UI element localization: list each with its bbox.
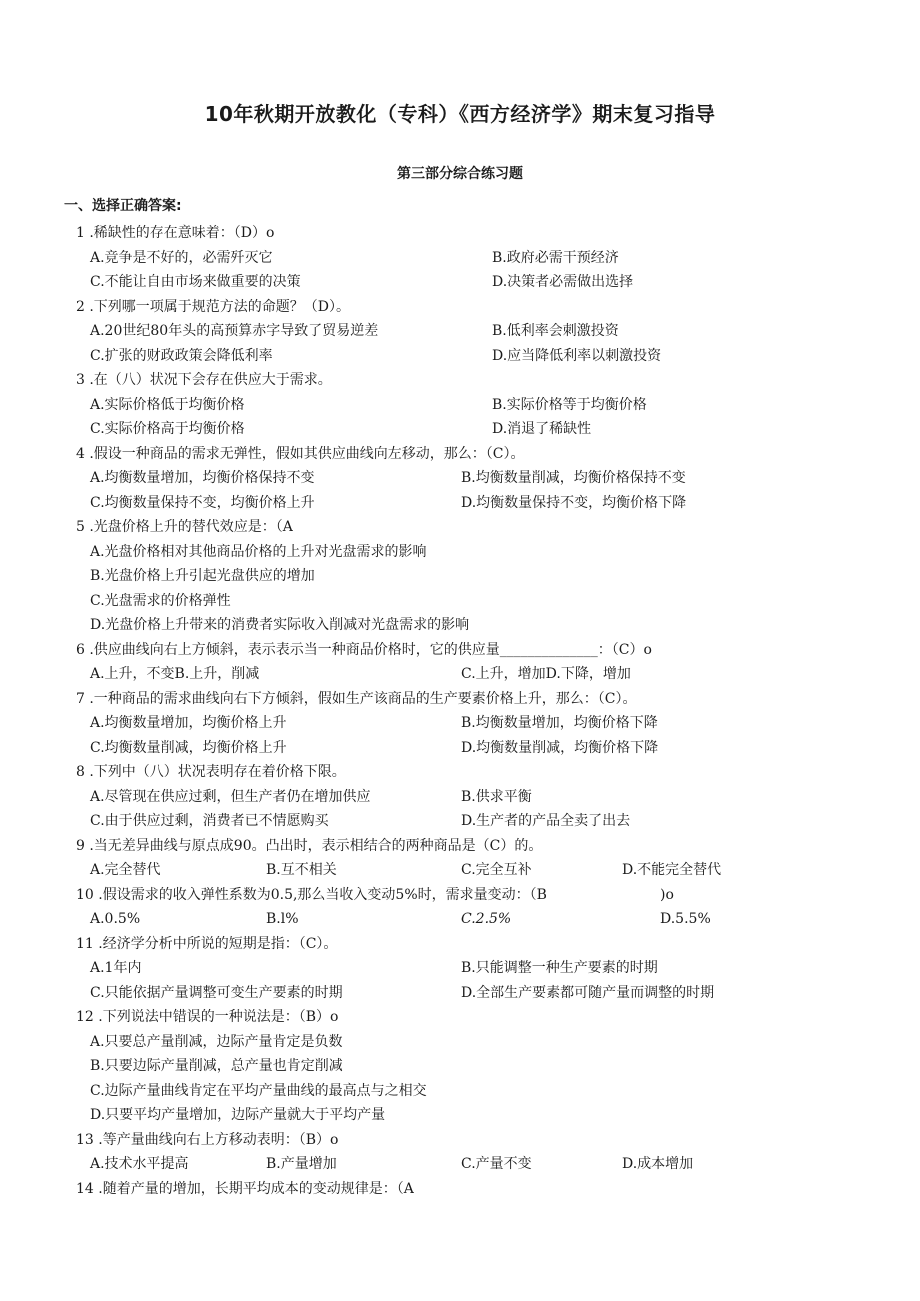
option-a: A.0.5% (90, 911, 141, 927)
option-d: D.消退了稀缺性 (492, 421, 592, 437)
question-stem: 1 .稀缺性的存在意味着：（D）o (76, 225, 275, 241)
option-row (0, 1054, 920, 1079)
question-5 (0, 515, 920, 540)
option-row (0, 564, 920, 589)
option-row (0, 246, 920, 271)
question-stem: 8 .下列中（八）状况表明存在着价格下限。 (76, 764, 346, 780)
page-title: 10年秋期开放教化（专科）《西方经济学》期末复习指导 (204, 102, 716, 126)
part-title: 第三部分综合练习题 (397, 166, 523, 182)
question-14 (0, 1177, 920, 1202)
option-row (0, 270, 920, 295)
option-ab: A.上升，不变B.上升，削减 (90, 666, 260, 682)
option-row (0, 613, 920, 638)
option-c: C.均衡数量削减，均衡价格上升 (90, 739, 287, 756)
option-d: D.生产者的产品全卖了出去 (461, 813, 631, 829)
question-stem: 3 .在（八）状况下会存在供应大于需求。 (76, 372, 332, 388)
option-cd: C.上升，增加D.下降，增加 (461, 666, 631, 682)
question-3 (0, 368, 920, 393)
question-2 (0, 295, 920, 320)
option-row (0, 809, 920, 834)
question-12 (0, 1005, 920, 1030)
question-close: )o (660, 886, 674, 903)
question-4 (0, 442, 920, 467)
option-c: C.不能让自由市场来做重要的决策 (90, 274, 301, 290)
option-a: A.竞争是不好的，必需歼灭它 (90, 249, 273, 266)
option-b: B.低利率会刺激投资 (492, 323, 619, 339)
question-6 (0, 638, 920, 663)
option-d: D.均衡数量削减，均衡价格下降 (461, 739, 659, 756)
option-c: C.产量不变 (461, 1156, 532, 1172)
question-1 (0, 221, 920, 246)
option-d: D.只要平均产量增加，边际产量就大于平均产量 (90, 1107, 386, 1123)
option-a: A.技术水平提高 (90, 1156, 189, 1172)
option-b: B.l% (266, 911, 299, 927)
option-row (0, 907, 920, 932)
question-stem: 10 .假设需求的收入弹性系数为0.5,那么当收入变动5%时，需求量变动：（B (76, 886, 547, 903)
option-row (0, 858, 920, 883)
question-11 (0, 932, 920, 957)
option-row (0, 956, 920, 981)
option-row (0, 1103, 920, 1128)
question-stem: 12 .下列说法中错误的一种说法是：（B）o (76, 1009, 339, 1025)
option-a: A.光盘价格相对其他商品价格的上升对光盘需求的影响 (90, 543, 427, 560)
option-a: A.实际价格低于均衡价格 (90, 396, 245, 413)
question-stem: 14 .随着产量的增加，长期平均成本的变动规律是：（A (76, 1180, 414, 1197)
option-d: D.全部生产要素都可随产量而调整的时期 (461, 984, 715, 1001)
option-row (0, 1152, 920, 1177)
question-stem: 4 .假设一种商品的需求无弹性，假如其供应曲线向左移动，那么：（C）。 (76, 445, 525, 462)
question-10 (0, 883, 920, 908)
option-row (0, 344, 920, 369)
option-b: B.均衡数量削减，均衡价格保持不变 (461, 470, 686, 486)
option-row (0, 1079, 920, 1104)
option-a: A.尽管现在供应过剩，但生产者仍在增加供应 (90, 788, 371, 805)
option-a: A.均衡数量增加，均衡价格上升 (90, 715, 287, 731)
option-c: C.实际价格高于均衡价格 (90, 421, 245, 437)
option-b: B.产量增加 (266, 1156, 337, 1172)
option-d: D.光盘价格上升带来的消费者实际收入削减对光盘需求的影响 (90, 617, 470, 633)
option-row (0, 466, 920, 491)
option-c: C.边际产量曲线肯定在平均产量曲线的最高点与之相交 (90, 1082, 427, 1099)
option-row (0, 589, 920, 614)
question-stem: 2 .下列哪一项属于规范方法的命题？（D）。 (76, 298, 351, 315)
option-c: C.只能依据产量调整可变生产要素的时期 (90, 984, 343, 1001)
option-a: A.均衡数量增加，均衡价格保持不变 (90, 470, 315, 486)
option-c: C.均衡数量保持不变，均衡价格上升 (90, 494, 315, 511)
option-c: C.由于供应过剩，消费者已不情愿购买 (90, 813, 329, 829)
question-list (0, 221, 920, 1201)
option-b: B.互不相关 (266, 862, 337, 878)
option-row (0, 785, 920, 810)
option-row (0, 711, 920, 736)
option-b: B.政府必需干预经济 (492, 249, 619, 266)
option-c: C.完全互补 (461, 862, 532, 878)
option-b: B.光盘价格上升引起光盘供应的增加 (90, 568, 315, 584)
option-row (0, 319, 920, 344)
option-row (0, 981, 920, 1006)
option-row (0, 393, 920, 418)
option-d: D.均衡数量保持不变，均衡价格下降 (461, 494, 687, 511)
option-b: B.供求平衡 (461, 788, 532, 805)
option-c: C.2.5% (461, 911, 512, 927)
option-b: B.均衡数量增加，均衡价格下降 (461, 715, 658, 731)
option-a: A.20世纪80年头的高预算赤字导致了贸易逆差 (90, 323, 379, 339)
option-row (0, 736, 920, 761)
option-d: D.决策者必需做出选择 (492, 274, 634, 290)
option-c: C.扩张的财政政策会降低利率 (90, 347, 273, 364)
section-title: 一、选择正确答案: (64, 198, 182, 214)
option-a: A.完全替代 (90, 862, 161, 878)
option-c: C.光盘需求的价格弹性 (90, 592, 231, 609)
option-b: B.实际价格等于均衡价格 (492, 396, 647, 413)
option-b: B.只要边际产量削减，总产量也肯定削减 (90, 1058, 343, 1074)
option-row (0, 662, 920, 687)
question-stem: 7 .一种商品的需求曲线向右下方倾斜，假如生产该商品的生产要素价格上升，那么：（C）。 (76, 690, 637, 707)
question-13 (0, 1128, 920, 1153)
question-stem: 11 .经济学分析中所说的短期是指：（C）。 (76, 935, 338, 952)
option-a: A.1年内 (90, 960, 142, 976)
question-stem: 6 .供应曲线向右上方倾斜，表示表示当一种商品价格时，它的供应量______________：（C）o (76, 641, 652, 658)
question-stem: 5 .光盘价格上升的替代效应是：（A (76, 519, 293, 535)
option-row (0, 1030, 920, 1055)
option-a: A.只要总产量削减，边际产量肯定是负数 (90, 1033, 343, 1050)
question-stem: 9 .当无差异曲线与原点成90。凸出时，表示相结合的两种商品是（C）的。 (76, 837, 543, 854)
option-d: D.成本增加 (622, 1156, 694, 1172)
question-stem: 13 .等产量曲线向右上方移动表明：（B）o (76, 1131, 339, 1148)
option-d: D.5.5% (660, 911, 711, 927)
option-row (0, 491, 920, 516)
option-b: B.只能调整一种生产要素的时期 (461, 960, 658, 976)
question-7 (0, 687, 920, 712)
question-9 (0, 834, 920, 859)
question-8 (0, 760, 920, 785)
option-row (0, 540, 920, 565)
option-row (0, 417, 920, 442)
option-d: D.不能完全替代 (622, 862, 722, 878)
option-d: D.应当降低利率以刺激投资 (492, 347, 662, 364)
